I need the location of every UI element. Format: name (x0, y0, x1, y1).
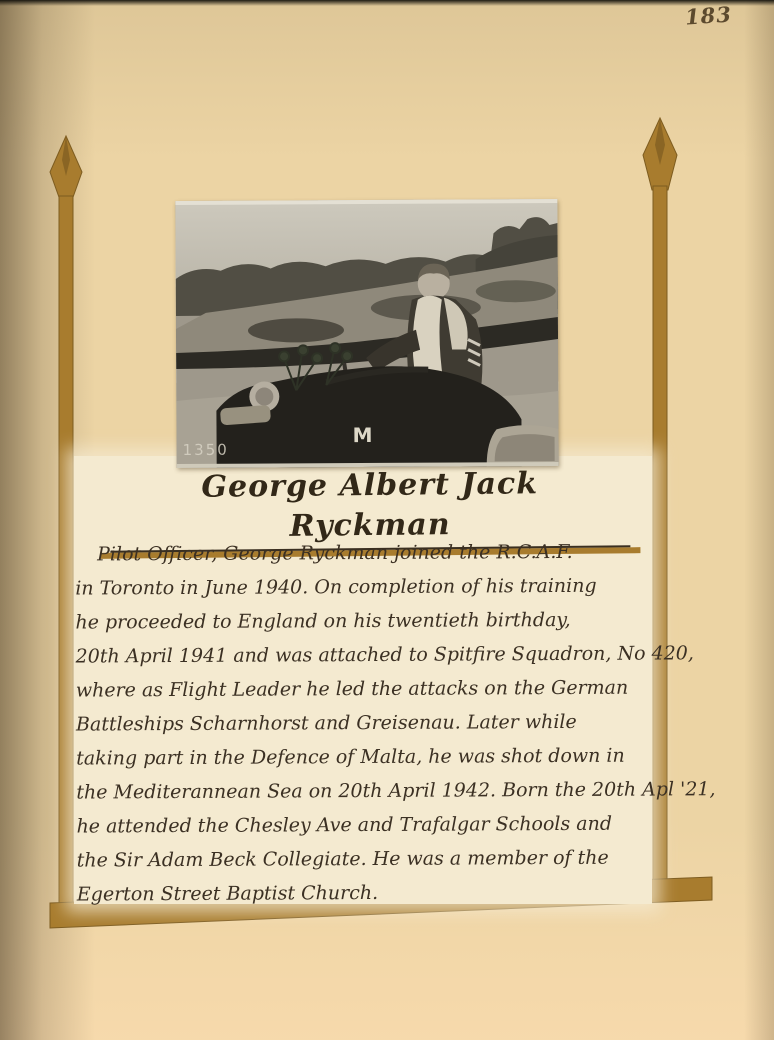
photo-scene (175, 199, 558, 468)
text-line: taking part in the Defence of Malta, he was shot down in (76, 744, 625, 770)
photo-serial-marking: 1350 (182, 440, 229, 459)
left-finial-icon (50, 136, 82, 200)
memorial-text (75, 534, 716, 911)
right-finial-icon (643, 118, 677, 190)
text-line: the Sir Adam Beck Collegiate. He was a member of the (76, 846, 609, 872)
text-line: Pilot Officer, George Ryckman joined the R.C.A.F. (97, 540, 573, 566)
text-line: 20th April 1941 and was attached to Spitfire Squadron, No 420, (75, 642, 694, 668)
text-line: Battleships Scharnhorst and Greisenau. Later while (75, 710, 577, 736)
left-border-bar (59, 196, 73, 912)
text-line: in Toronto in June 1940. On completion of his training (75, 574, 597, 600)
text-line: he attended the Chesley Ave and Trafalgar Schools and (76, 812, 613, 838)
text-line: where as Flight Leader he led the attacks on the German (75, 676, 629, 702)
text-line: the Mediterannean Sea on 20th April 1942. Born the 20th Apl '21, (76, 778, 716, 804)
page-number: 183 (684, 1, 733, 30)
photo-letter-marking: M (352, 422, 373, 448)
text-line: Egerton Street Baptist Church. (76, 881, 379, 906)
page-title: George Albert Jack Ryckman (110, 463, 631, 552)
memorial-photo (175, 199, 558, 468)
text-line: he proceeded to England on his twentieth birthday, (75, 608, 571, 634)
